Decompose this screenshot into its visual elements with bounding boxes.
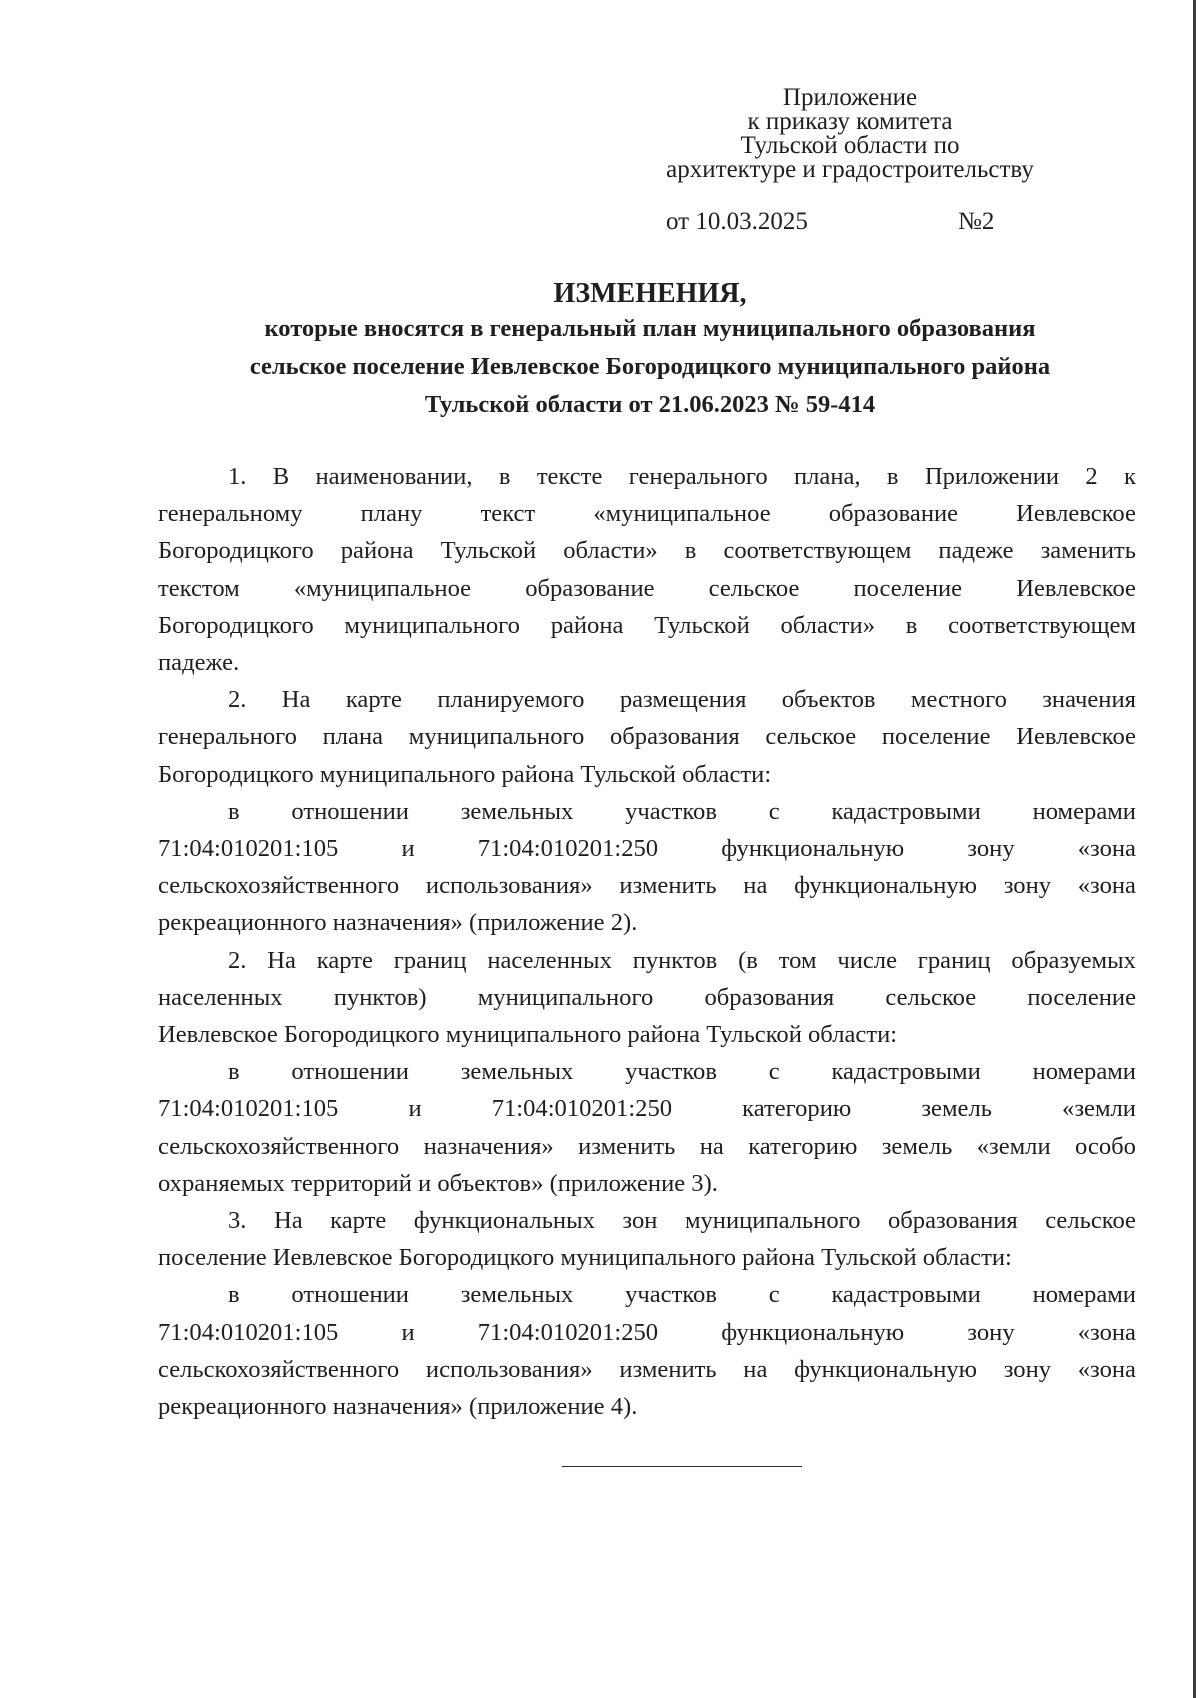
word: 2 — [1085, 463, 1098, 490]
word: местного — [910, 686, 1007, 714]
document-subtitle — [140, 310, 1160, 424]
word: пунктов — [632, 946, 718, 974]
word: пунктов) — [333, 983, 427, 1011]
annex-line: Тульской области по — [740, 132, 960, 159]
word: Тульской — [440, 537, 537, 565]
word: номерами — [1032, 1281, 1136, 1309]
word: числе — [837, 946, 897, 974]
subtitle-line: которые вносятся в генеральный план муниципального образования — [264, 315, 1036, 342]
annex-block — [620, 86, 1080, 182]
word: «зона — [1077, 1318, 1136, 1346]
word: генеральному — [158, 500, 303, 528]
word: на — [743, 1355, 768, 1383]
word: 2. — [228, 946, 247, 974]
word: земельных — [460, 797, 574, 825]
word: генерального — [628, 463, 768, 490]
word: с — [768, 1281, 780, 1309]
word: плана — [322, 723, 384, 751]
word: границ — [917, 946, 991, 974]
word: номерами — [1032, 1058, 1136, 1086]
word: наименовании, — [315, 463, 473, 490]
word: 71:04:010201:250 — [477, 835, 659, 863]
word: зону — [1003, 872, 1052, 900]
body-line — [158, 607, 1136, 644]
body-line — [158, 681, 1136, 718]
body-line — [158, 458, 1136, 495]
word: области» — [780, 611, 875, 639]
body-line — [158, 1090, 1136, 1127]
word: заменить — [1040, 537, 1136, 565]
word: Тульской — [654, 611, 750, 639]
word: Богородицкого — [158, 611, 314, 639]
word: «зона — [1077, 1355, 1136, 1383]
word: использования» — [425, 872, 593, 900]
word: функциональных — [413, 1207, 595, 1235]
body-line — [158, 1202, 1136, 1239]
word: в — [228, 1058, 240, 1086]
word: карте — [345, 686, 402, 714]
body-line — [158, 718, 1136, 755]
word: соответствующем — [723, 537, 912, 565]
word: зону — [1003, 1355, 1052, 1383]
word: в — [886, 463, 899, 490]
annex-line: архитектуре и градостроительству — [666, 156, 1034, 183]
word: земель — [921, 1095, 992, 1123]
word: поселение — [1027, 983, 1136, 1011]
word: с — [768, 797, 780, 825]
word: функциональную — [721, 835, 905, 863]
word: назначения» — [423, 1132, 554, 1160]
word: 71:04:010201:250 — [491, 1095, 673, 1123]
word: 2. — [228, 686, 247, 714]
word: отношении — [291, 1058, 409, 1086]
word: изменить — [578, 1132, 676, 1160]
body-line: падеже. — [158, 649, 240, 677]
word: на — [699, 1132, 724, 1160]
word: сельское — [1045, 1207, 1136, 1235]
word: зону — [967, 1318, 1015, 1346]
body-line — [158, 942, 1136, 979]
word: участков — [625, 797, 717, 825]
body-line — [158, 495, 1136, 532]
document-title: ИЗМЕНЕНИЯ, — [553, 278, 747, 309]
closing-rule — [562, 1466, 802, 1467]
word: карте — [316, 946, 373, 974]
body-line — [158, 830, 1136, 867]
body-line: рекреационного назначения» (приложение 4). — [158, 1393, 638, 1421]
word: населенных — [487, 946, 612, 974]
body-line: охраняемых территорий и объектов» (приложение 3). — [158, 1169, 718, 1197]
word: в — [684, 537, 697, 565]
word: том — [778, 946, 817, 974]
word: сельское — [885, 983, 977, 1011]
word: в — [905, 611, 918, 639]
word: Богородицкого — [158, 537, 314, 565]
word: текстом — [158, 574, 240, 602]
annex-line: Приложение — [782, 84, 918, 111]
word: зону — [967, 835, 1015, 863]
word: района — [550, 611, 624, 639]
word: номерами — [1032, 797, 1136, 825]
subtitle-line: сельское поселение Иевлевское Богородицкого муниципального района — [249, 353, 1051, 380]
word: «муниципальное — [293, 574, 472, 602]
word: образование — [828, 500, 959, 528]
word: особо — [1075, 1132, 1136, 1160]
word: в — [228, 1281, 240, 1309]
word: изменить — [619, 872, 717, 900]
word: отношении — [291, 797, 409, 825]
word: размещения — [619, 686, 747, 714]
word: изменить — [619, 1355, 717, 1383]
word: в — [498, 463, 511, 490]
word: 71:04:010201:250 — [477, 1318, 659, 1346]
word: (в — [738, 946, 758, 974]
body-line — [158, 570, 1136, 607]
word: текст — [480, 500, 536, 528]
word: земельных — [460, 1058, 574, 1086]
word: карте — [330, 1207, 387, 1235]
word: образования — [704, 983, 835, 1011]
word: «зона — [1077, 835, 1136, 863]
word: области» — [563, 537, 658, 565]
word: На — [281, 686, 311, 714]
word: Приложении — [924, 463, 1060, 490]
page-edge-shadow — [1193, 0, 1196, 1698]
word: категорию — [748, 1132, 858, 1160]
body-line: Иевлевское Богородицкого муниципального района Тульской области: — [158, 1021, 898, 1049]
body-line: Богородицкого муниципального района Тульской области: — [158, 760, 772, 788]
body-line — [158, 1314, 1136, 1351]
word: границ — [393, 946, 467, 974]
word: планируемого — [437, 686, 585, 714]
word: сельскохозяйственного — [158, 1132, 400, 1160]
word: в — [228, 797, 240, 825]
word: В — [272, 463, 290, 490]
word: образования — [887, 1207, 1018, 1235]
body-line — [158, 1276, 1136, 1313]
word: плана, — [793, 463, 861, 490]
word: участков — [625, 1058, 717, 1086]
body-line — [158, 979, 1136, 1016]
word: использования» — [425, 1355, 593, 1383]
body-line — [158, 793, 1136, 830]
word: объектов — [781, 686, 876, 714]
word: земельных — [460, 1281, 574, 1309]
word: муниципального — [477, 983, 654, 1011]
word: кадастровыми — [831, 1281, 981, 1309]
word: сельскохозяйственного — [158, 1355, 400, 1383]
word: «зона — [1077, 872, 1136, 900]
word: муниципального — [408, 723, 585, 751]
word: земель — [881, 1132, 953, 1160]
body-line — [158, 532, 1136, 569]
word: 3. — [228, 1207, 247, 1235]
word: отношении — [291, 1281, 409, 1309]
word: образования — [609, 723, 740, 751]
word: генерального — [158, 723, 297, 751]
word: и — [401, 1318, 415, 1346]
body-line — [158, 1351, 1136, 1388]
order-date: от 10.03.2025 — [666, 208, 808, 235]
word: кадастровыми — [831, 797, 981, 825]
word: соответствующем — [948, 611, 1136, 639]
word: функциональную — [721, 1318, 905, 1346]
word: На — [267, 946, 296, 974]
body-line: поселение Иевлевское Богородицкого муниципального района Тульской области: — [158, 1244, 1012, 1272]
word: Иевлевское — [1016, 500, 1136, 528]
word: категорию — [742, 1095, 852, 1123]
word: участков — [625, 1281, 717, 1309]
word: зон — [622, 1207, 658, 1235]
document-body — [158, 458, 1136, 1425]
word: на — [743, 872, 768, 900]
word: и — [401, 835, 415, 863]
word: «муниципальное — [593, 500, 771, 528]
annex-line: к приказу комитета — [747, 108, 953, 135]
word: образуемых — [1011, 946, 1136, 974]
word: «земли — [976, 1132, 1051, 1160]
word: значения — [1042, 686, 1136, 714]
word: функциональную — [794, 872, 978, 900]
word: поселение — [853, 574, 963, 602]
word: функциональную — [794, 1355, 978, 1383]
word: 1. — [228, 463, 247, 490]
word: с — [768, 1058, 780, 1086]
word: тексте — [536, 463, 603, 490]
word: Иевлевское — [1016, 723, 1136, 751]
word: населенных — [158, 983, 283, 1011]
body-line: рекреационного назначения» (приложение 2). — [158, 909, 638, 937]
body-line — [158, 1128, 1136, 1165]
word: 71:04:010201:105 — [158, 1318, 339, 1346]
word: сельское — [708, 574, 800, 602]
word: кадастровыми — [831, 1058, 981, 1086]
word: 71:04:010201:105 — [158, 1095, 339, 1123]
word: Иевлевское — [1016, 574, 1136, 602]
word: и — [408, 1095, 422, 1123]
body-line — [158, 1053, 1136, 1090]
word: образование — [525, 574, 655, 602]
word: сельское — [765, 723, 857, 751]
word: На — [273, 1207, 303, 1235]
body-line — [158, 867, 1136, 904]
word: сельскохозяйственного — [158, 872, 400, 900]
word: падеже — [938, 537, 1014, 565]
word: «земли — [1062, 1095, 1136, 1123]
subtitle-line: Тульской области от 21.06.2023 № 59-414 — [424, 391, 876, 418]
word: плану — [360, 500, 423, 528]
order-number: №2 — [958, 208, 995, 235]
word: муниципального — [684, 1207, 861, 1235]
word: муниципального — [344, 611, 520, 639]
word: поселение — [881, 723, 991, 751]
word: к — [1124, 463, 1136, 490]
word: района — [340, 537, 414, 565]
word: 71:04:010201:105 — [158, 835, 339, 863]
